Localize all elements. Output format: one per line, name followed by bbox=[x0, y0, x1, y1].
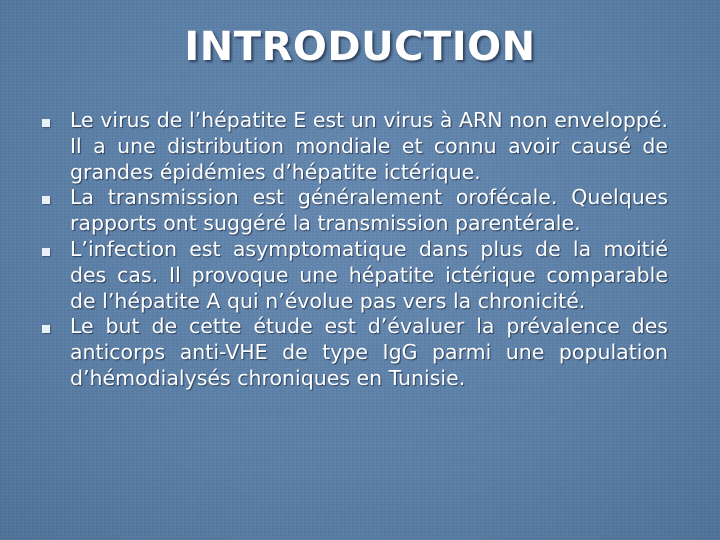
bullet-item bbox=[0, 185, 720, 237]
bullet-list bbox=[0, 108, 720, 392]
bullet-text: L’infection est asymptomatique dans plus de la moitié des cas. Il provoque une hépatite ictérique comparable de l’hépatite A qui n’évolue pas vers la chronicité. bbox=[70, 236, 668, 313]
slide-title: INTRODUCTION bbox=[184, 24, 536, 70]
bullet-text: Le virus de l’hépatite E est un virus à ARN non enveloppé. Il a une distribution mondiale et connu avoir causé de grandes épidémies d’hépatite ictérique. bbox=[70, 108, 668, 184]
bullet-item bbox=[0, 237, 720, 314]
bullet-item bbox=[0, 314, 720, 391]
bullet-text: Le but de cette étude est d’évaluer la prévalence des anticorps anti-VHE de type IgG parmi une population d’hémodialysés chroniques en Tunisie. bbox=[70, 314, 668, 390]
bullet-item bbox=[0, 108, 720, 185]
square-bullet-icon bbox=[42, 119, 50, 127]
square-bullet-icon bbox=[42, 196, 50, 204]
bullet-text: La transmission est généralement orofécale. Quelques rapports ont suggéré la transmission parentérale. bbox=[70, 185, 668, 236]
square-bullet-icon bbox=[42, 248, 50, 256]
square-bullet-icon bbox=[42, 325, 50, 333]
